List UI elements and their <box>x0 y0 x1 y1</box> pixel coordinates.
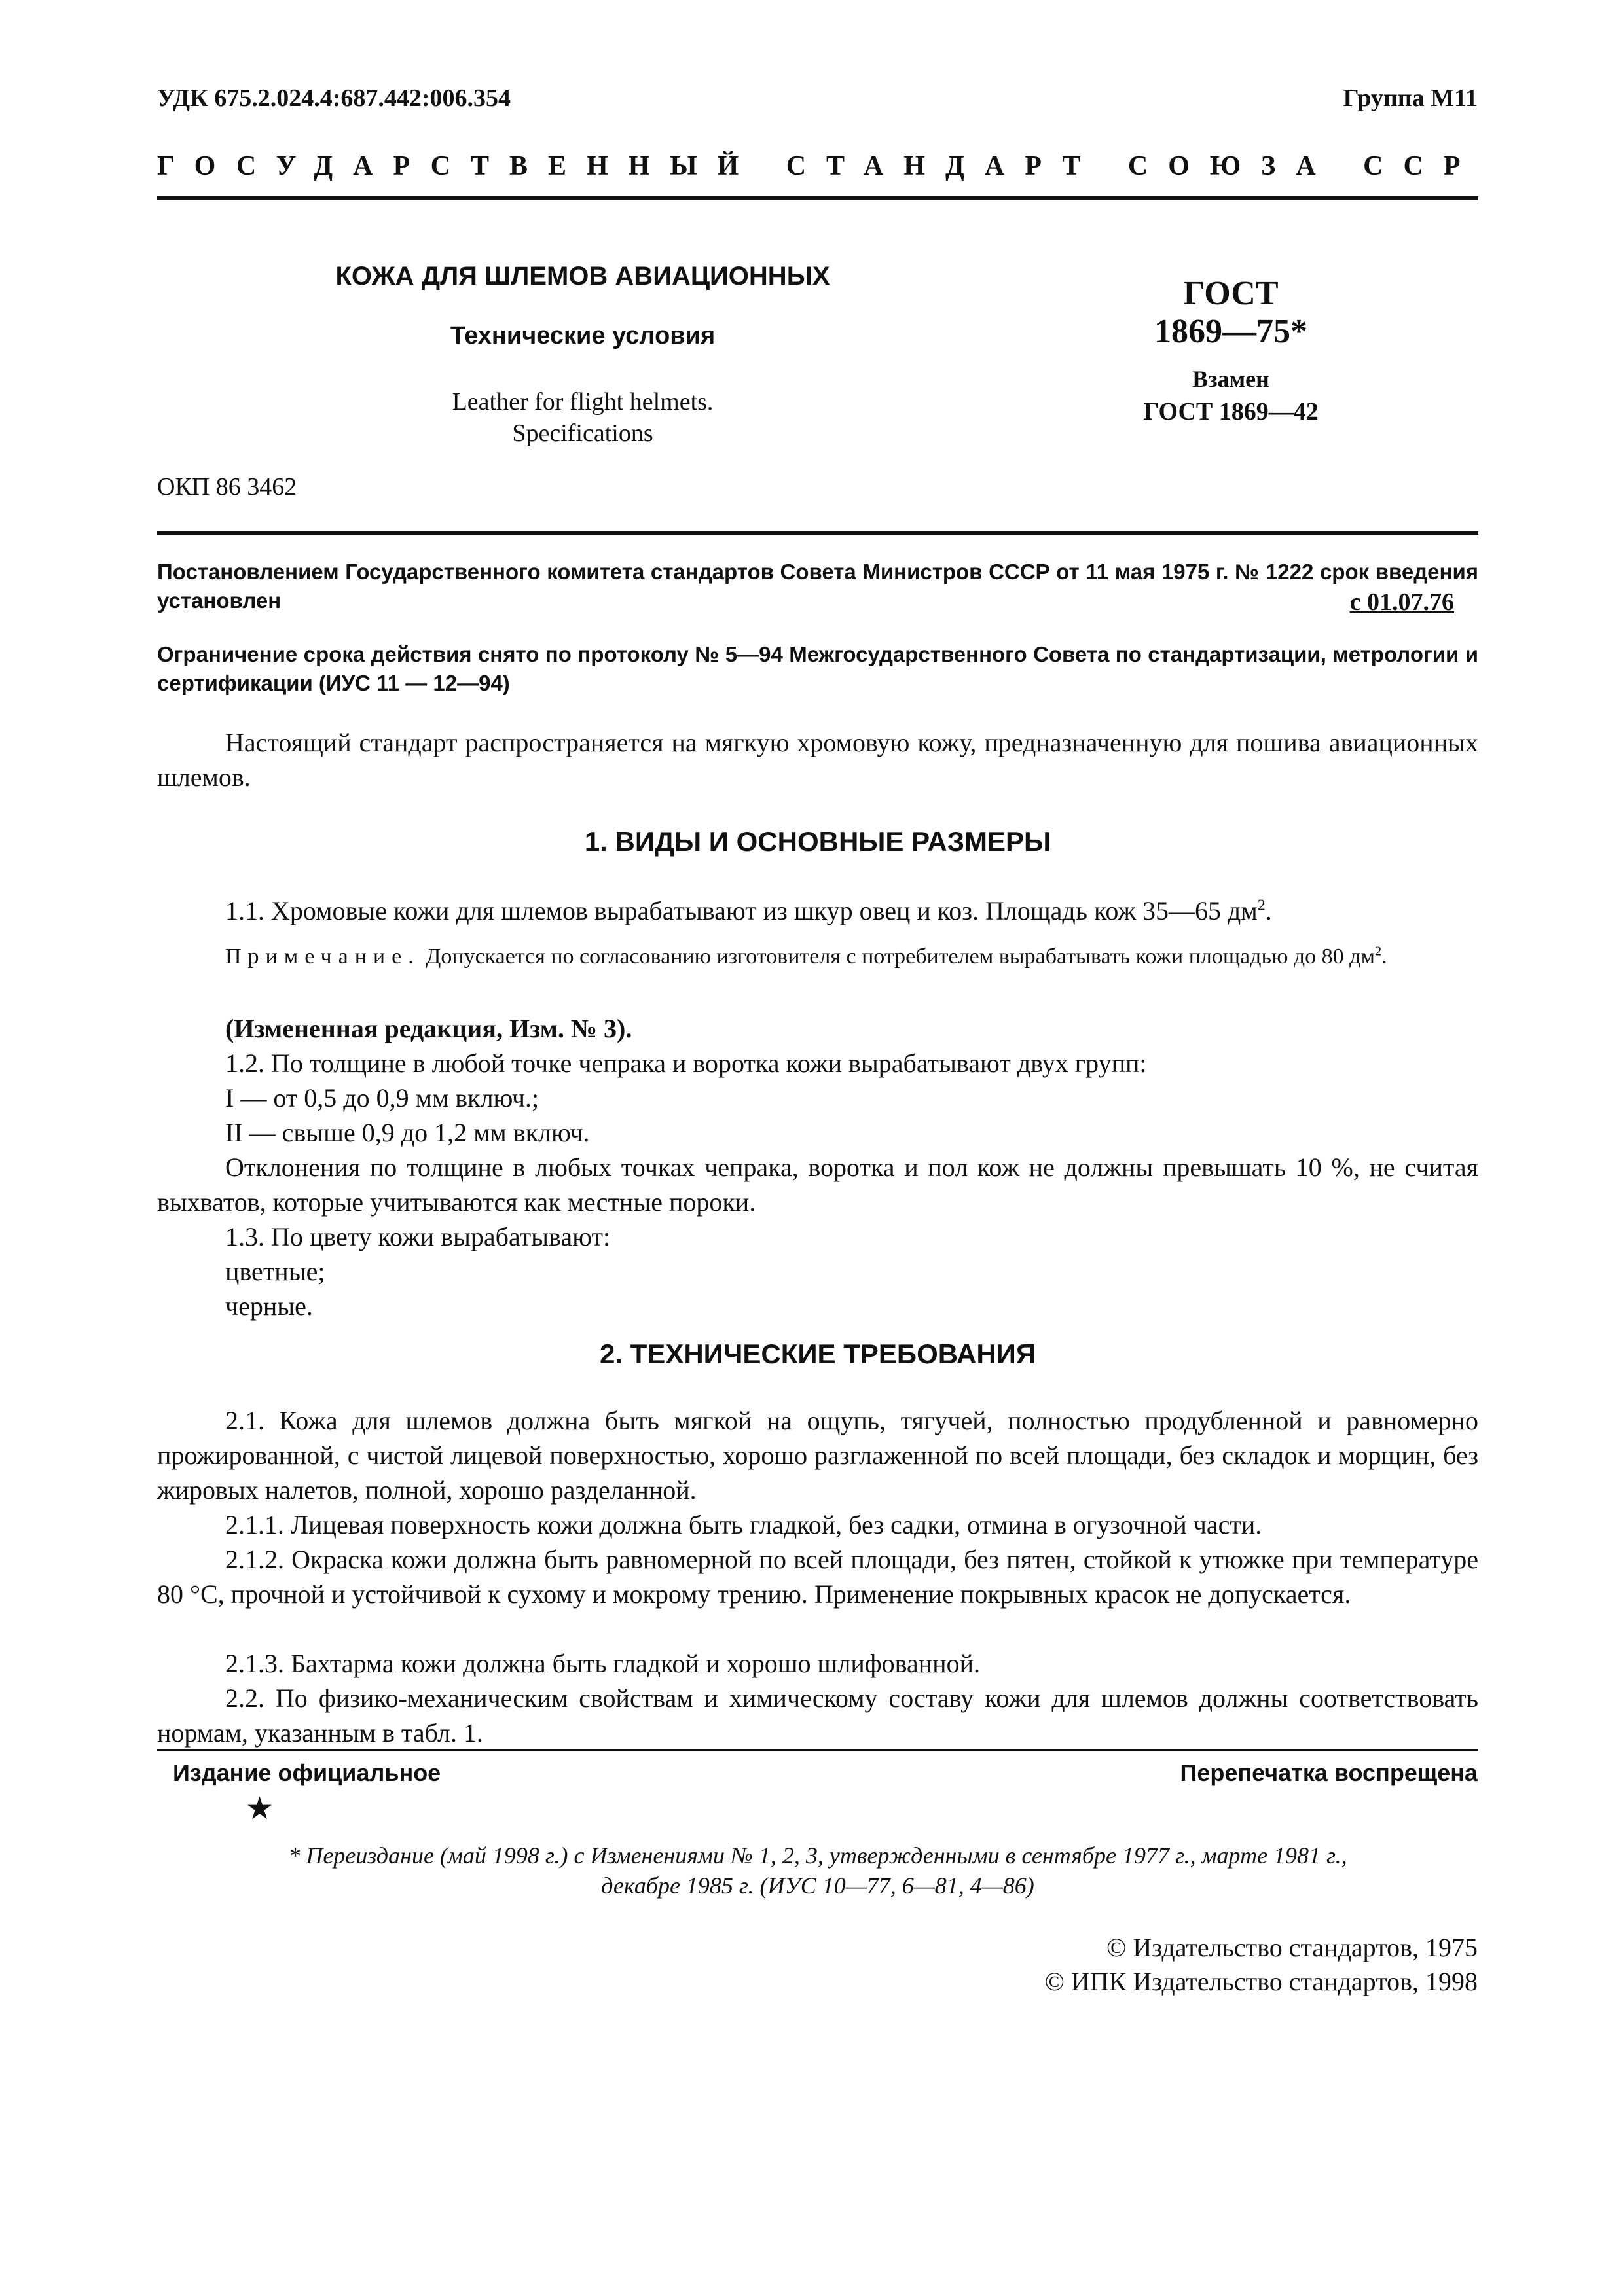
decree-date: с 01.07.76 <box>1349 588 1454 616</box>
document-title: КОЖА ДЛЯ ШЛЕМОВ АВИАЦИОННЫХ <box>335 262 830 291</box>
star-icon: ★ <box>246 1791 274 1826</box>
thickness-group-2: II — свыше 0,9 до 1,2 мм включ. <box>225 1118 590 1147</box>
amended-note: (Измененная редакция, Изм. № 3). <box>225 1014 632 1043</box>
note-label: Примечание. <box>225 944 420 969</box>
color-option-1: цветные; <box>225 1257 325 1286</box>
gost-number: 1869—75* <box>1154 313 1307 350</box>
paragraph-2-1: 2.1. Кожа для шлемов должна быть мягкой на ощупь, тягучей, полностью продубленной и равномерно прожированной, с чистой лицевой поверхностью, хорошо разглаженной по всей площади, без складок и морщин, без жировых налетов, полной, хорошо разделанной. <box>157 1406 1478 1505</box>
reissue-line1: * Переиздание (май 1998 г.) с Изменениями № 1, 2, 3, утвержденными в сентябре 1977 г., марте 1981 г., <box>288 1842 1347 1869</box>
note-text: Допускается по согласованию изготовителя с потребителем вырабатывать кожи площадью до 80 дм <box>420 944 1375 969</box>
paragraph-1-2: 1.2. По толщине в любой точке чепрака и воротка кожи вырабатывают двух групп: <box>225 1049 1147 1078</box>
copyright-line1: © Издательство стандартов, 1975 <box>1106 1933 1478 1962</box>
copyright-line2: © ИПК Издательство стандартов, 1998 <box>1044 1967 1478 1996</box>
title-en-line1: Leather for flight helmets. <box>452 388 714 416</box>
title-en-line2: Specifications <box>512 420 653 447</box>
decree-text: Постановлением Государственного комитета стандартов Совета Министров СССР от 11 мая 1975 г. № 1222 срок введения установлен <box>157 560 1478 613</box>
gost-label: ГОСТ <box>1183 275 1279 312</box>
okp-code: ОКП 86 3462 <box>157 473 297 501</box>
replaces-value: ГОСТ 1869—42 <box>1143 398 1319 425</box>
thickness-group-1: I — от 0,5 до 0,9 мм включ.; <box>225 1083 539 1113</box>
deviation-paragraph: Отклонения по толщине в любых точках чепрака, воротка и пол кож не должны превышать 10 %, не считая выхватов, которые учитываются как местные пороки. <box>157 1153 1478 1217</box>
paragraph-2-2: 2.2. По физико-механическим свойствам и химическому составу кожи для шлемов должны соответствовать нормам, указанным в табл. 1. <box>157 1683 1478 1748</box>
group-code: Группа М11 <box>1343 84 1478 112</box>
paragraph-2-1-3: 2.1.3. Бахтарма кожи должна быть гладкой и хорошо шлифованной. <box>225 1649 980 1678</box>
section-2-heading: 2. ТЕХНИЧЕСКИЕ ТРЕБОВАНИЯ <box>599 1338 1036 1369</box>
official-edition-label: Издание официальное <box>173 1759 441 1786</box>
limit-removed-text: Ограничение срока действия снято по протоколу № 5—94 Межгосударственного Совета по стандартизации, метрологии и сертификации (ИУС 11 — 12—94) <box>157 642 1478 695</box>
note-paragraph <box>157 943 1478 971</box>
note-end: . <box>1381 944 1387 969</box>
document-title-english <box>288 386 877 449</box>
paragraph-1-1-text: 1.1. Хромовые кожи для шлемов вырабатывают из шкур овец и коз. Площадь кож 35—65 дм <box>225 896 1258 925</box>
paragraph-2-1-1: 2.1.1. Лицевая поверхность кожи должна быть гладкой, без садки, отмина в огузочной части. <box>225 1510 1262 1539</box>
document-subtitle: Технические условия <box>450 322 716 350</box>
copyright-block <box>1045 1931 1478 1999</box>
paragraph-1-1-sup: 2 <box>1257 897 1266 914</box>
footer-divider <box>157 1749 1478 1751</box>
replaces-label: Взамен <box>1192 366 1269 392</box>
intro-paragraph: Настоящий стандарт распространяется на мягкую хромовую кожу, предназначенную для пошива авиационных шлемов. <box>157 728 1478 792</box>
reprint-prohibited-label: Перепечатка воспрещена <box>1180 1759 1478 1786</box>
reissue-note <box>157 1840 1478 1901</box>
note-sup: 2 <box>1374 944 1382 959</box>
paragraph-1-1 <box>157 893 1478 928</box>
title-divider <box>157 531 1478 535</box>
udk-code: УДК 675.2.024.4:687.442:006.354 <box>157 84 511 112</box>
section-1-heading: 1. ВИДЫ И ОСНОВНЫЕ РАЗМЕРЫ <box>584 826 1051 857</box>
paragraph-2-1-2: 2.1.2. Окраска кожи должна быть равномерной по всей площади, без пятен, стойкой к утюжке при температуре 80 °С, прочной и устойчивой к сухому и мокрому трению. Применение покрывных красок не допускается. <box>157 1545 1478 1609</box>
paragraph-1-3: 1.3. По цвету кожи вырабатывают: <box>225 1222 611 1251</box>
paragraph-1-1-end: . <box>1265 896 1272 925</box>
header-divider <box>157 196 1478 200</box>
reissue-line2: декабре 1985 г. (ИУС 10—77, 6—81, 4—86) <box>601 1873 1034 1899</box>
state-standard-title: ГОСУДАРСТВЕННЫЙ СТАНДАРТ СОЮЗА ССР <box>157 151 1481 181</box>
color-option-2: черные. <box>225 1291 313 1321</box>
gost-block <box>1048 275 1414 428</box>
